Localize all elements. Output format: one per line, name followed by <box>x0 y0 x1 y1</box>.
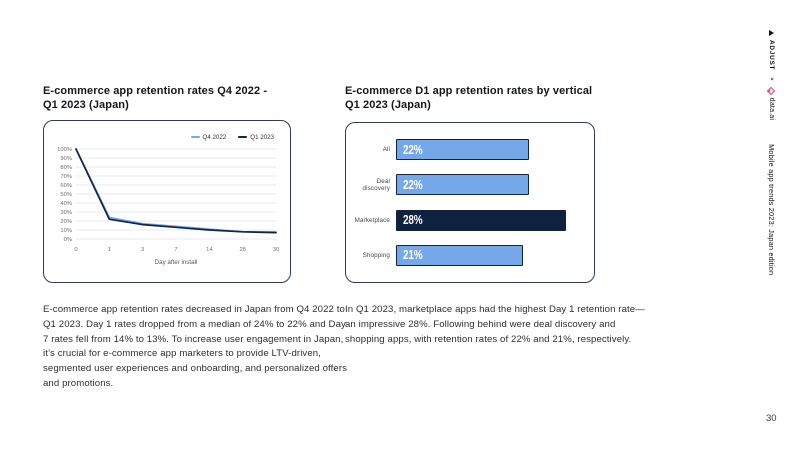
dataai-logo-icon <box>767 86 775 94</box>
x-tick-label: 0 <box>74 247 78 253</box>
y-tick-label: 0% <box>63 237 72 244</box>
legend-dash-icon <box>191 136 200 138</box>
x-tick-label: 14 <box>206 247 213 253</box>
left-paragraph: E-commerce app retention rates decreased in Japan from Q4 2022 to Q1 2023. Day 1 rates dropped from a median of 24% to 22% and Day 7 rates fell from 14% to 13%. To increase user engagement in Japan, it’s crucial for e-commerce app marketers to provide LTV-driven, segmented user experiences and onboarding, and personalized offers and promotions. <box>43 304 348 389</box>
sidebar-strip <box>763 30 780 430</box>
bar-value-label: 28% <box>403 213 423 228</box>
bar-category-label: Deal discovery <box>362 177 390 192</box>
bar-row <box>354 174 578 195</box>
brand-dataai-label: data.ai <box>768 97 775 121</box>
bar-value-label: 22% <box>403 142 423 157</box>
bar-category-label: Marketplace <box>354 216 390 224</box>
bar-row <box>354 210 578 231</box>
right-chart-title-line2: Q1 2023 (Japan) <box>345 98 431 111</box>
y-tick-label: 20% <box>60 219 72 226</box>
x-tick-label: 1 <box>107 247 111 253</box>
bar-category-label: All <box>382 146 390 153</box>
y-tick-label: 30% <box>60 210 72 217</box>
legend-item <box>191 134 227 141</box>
brand-adjust-label: ADJUST <box>768 40 775 71</box>
right-chart-title <box>345 85 625 112</box>
retention-bar <box>396 210 566 231</box>
brand-group <box>768 30 775 120</box>
y-tick-label: 40% <box>60 201 72 208</box>
y-tick-label: 60% <box>60 183 72 190</box>
left-chart-title-line2: Q1 2023 (Japan) <box>43 98 129 111</box>
legend-dash-icon <box>238 136 247 138</box>
right-paragraph: In Q1 2023, marketplace apps had the highest Day 1 retention rate—an impressive 28%. Following behind were deal discovery and shopping apps, with retention rates of 22% and 21%, respectively. <box>345 304 645 345</box>
bar-row <box>354 245 578 266</box>
bar-track <box>396 245 578 266</box>
bar-track <box>396 210 578 231</box>
adjust-logo-icon <box>769 30 774 36</box>
bar-category-label: Shopping <box>362 251 390 259</box>
left-chart-title <box>43 85 323 112</box>
retention-bar <box>396 245 523 266</box>
legend-label: Q4 2022 <box>202 133 227 141</box>
x-tick-label: 3 <box>141 247 145 253</box>
report-title: Mobile app trends 2023: Japan edition <box>767 144 776 276</box>
x-tick-label: 7 <box>174 247 178 253</box>
retention-bar <box>396 139 529 160</box>
y-tick-label: 80% <box>60 165 72 172</box>
line-chart-legend <box>50 125 284 141</box>
legend-item <box>238 134 274 141</box>
y-tick-label: 50% <box>60 192 72 199</box>
y-tick-label: 90% <box>60 156 72 163</box>
x-axis-title: Day after install <box>154 259 198 266</box>
bar-row <box>354 139 578 160</box>
brand-separator: × <box>768 77 775 81</box>
retention-bar <box>396 174 529 195</box>
y-tick-label: 10% <box>60 228 72 235</box>
bar-track <box>396 174 578 195</box>
series-line-q4-2022 <box>76 149 276 232</box>
bar-chart-card <box>345 122 595 283</box>
bar-value-label: 22% <box>403 177 423 192</box>
y-tick-label: 70% <box>60 174 72 181</box>
series-line-q1-2023 <box>76 149 276 233</box>
bar-track <box>396 139 578 160</box>
left-chart-title-line1: E-commerce app retention rates Q4 2022 - <box>43 85 268 97</box>
bar-value-label: 21% <box>403 248 423 263</box>
legend-label: Q1 2023 <box>250 133 274 141</box>
line-chart-card <box>43 120 291 283</box>
x-tick-label: 30 <box>272 247 280 253</box>
page-number: 30 <box>766 413 777 424</box>
x-tick-label: 28 <box>239 247 246 253</box>
right-chart-title-line1: E-commerce D1 app retention rates by vertical <box>345 85 593 97</box>
line-chart-svg <box>50 141 286 273</box>
y-tick-label: 100% <box>57 147 72 154</box>
